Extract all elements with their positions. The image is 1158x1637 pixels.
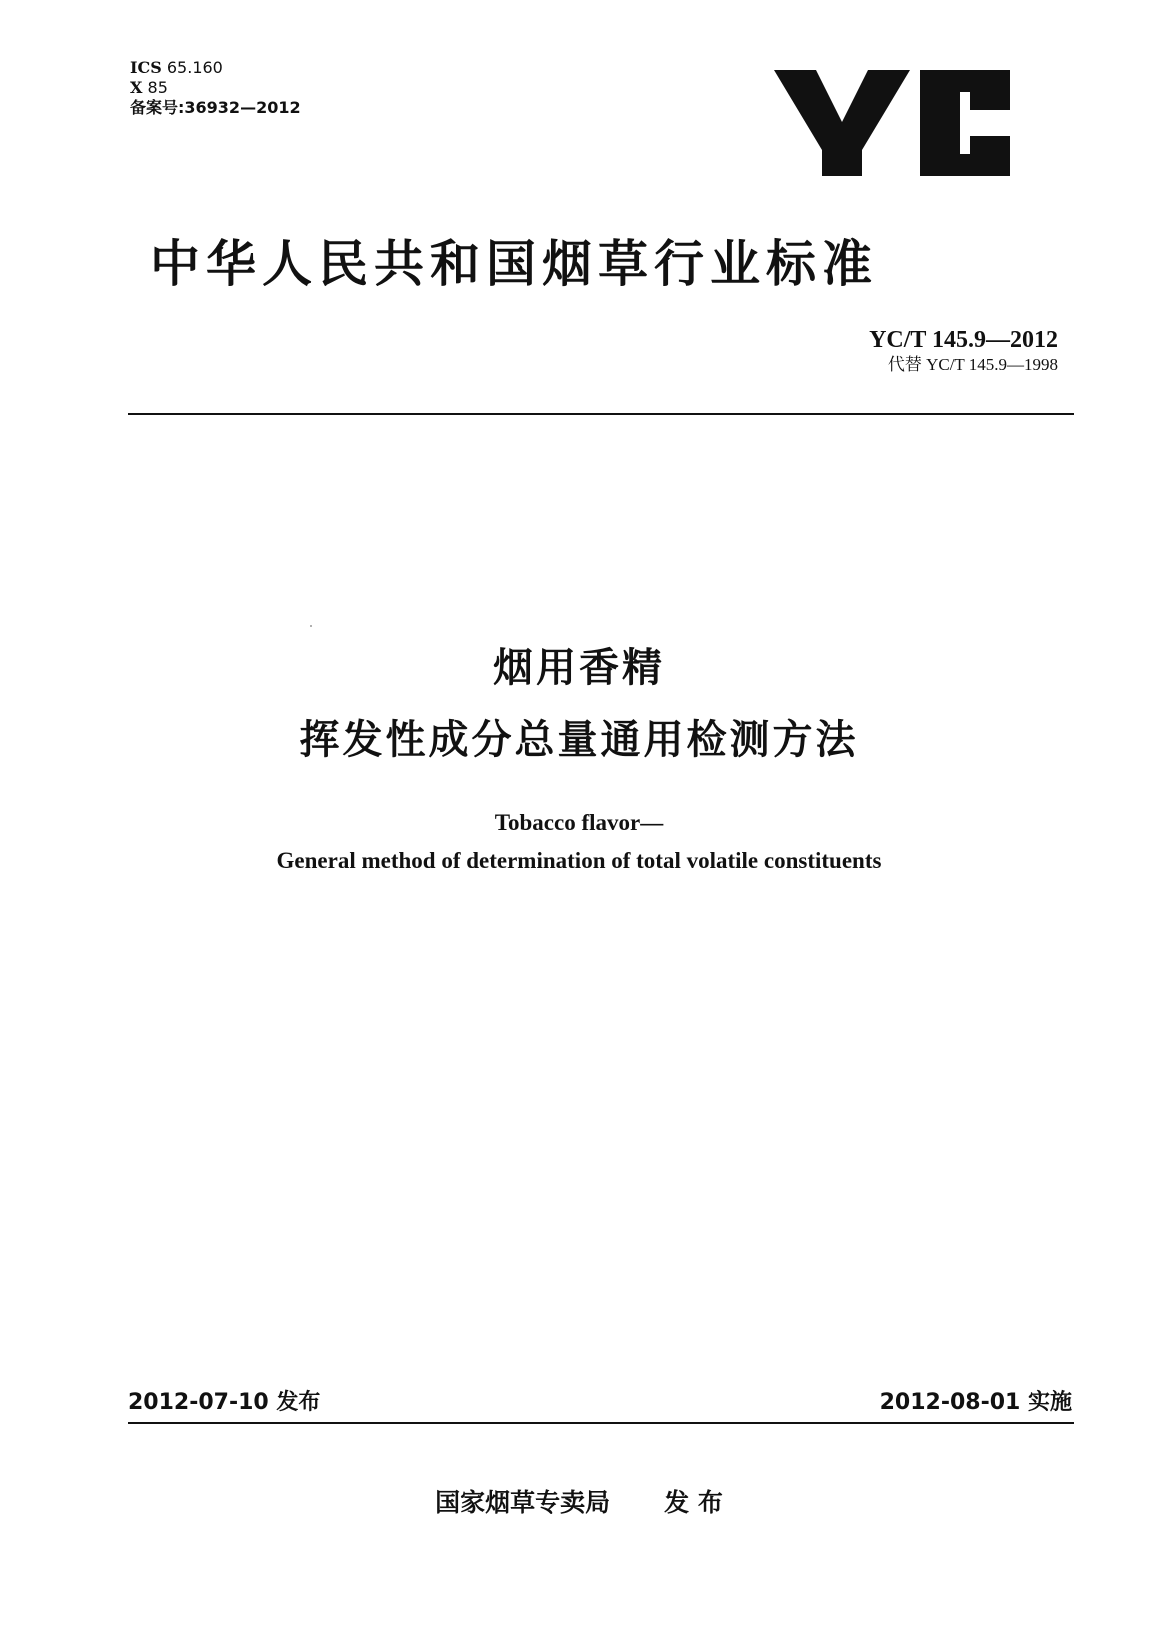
issuer-action: 发 布	[664, 1488, 723, 1517]
standard-number-block	[869, 326, 1058, 376]
yc-logo	[774, 52, 1010, 192]
ics-code	[130, 58, 301, 78]
chinese-title-line-2: 挥发性成分总量通用检测方法	[299, 717, 859, 763]
ccs-value: 85	[147, 78, 168, 97]
effective-date: 2012-08-01 实施	[879, 1390, 1072, 1415]
issuer-line	[0, 1483, 1158, 1519]
replaces-standard: 代替 YC/T 145.9—1998	[887, 355, 1058, 374]
scan-speck	[310, 625, 312, 627]
chinese-title-line-1: 烟用香精	[493, 645, 665, 691]
ics-label: ICS	[130, 58, 162, 77]
classification-block	[130, 58, 301, 118]
footer-divider	[128, 1422, 1074, 1424]
ccs-code	[130, 78, 301, 98]
standard-category-title: 中华人民共和国烟草行业标准	[150, 235, 878, 293]
standard-number: YC/T 145.9—2012	[869, 327, 1058, 353]
ccs-label: X	[130, 78, 143, 97]
english-title-line-1: Tobacco flavor—	[494, 810, 664, 835]
filing-number: 备案号:36932—2012	[130, 98, 301, 117]
issuer-name: 国家烟草专卖局	[435, 1488, 611, 1517]
ics-value: 65.160	[166, 58, 223, 77]
english-title-line-2: General method of determination of total volatile constituents	[276, 848, 882, 873]
header-divider	[128, 413, 1074, 415]
publish-date: 2012-07-10 发布	[128, 1390, 321, 1415]
